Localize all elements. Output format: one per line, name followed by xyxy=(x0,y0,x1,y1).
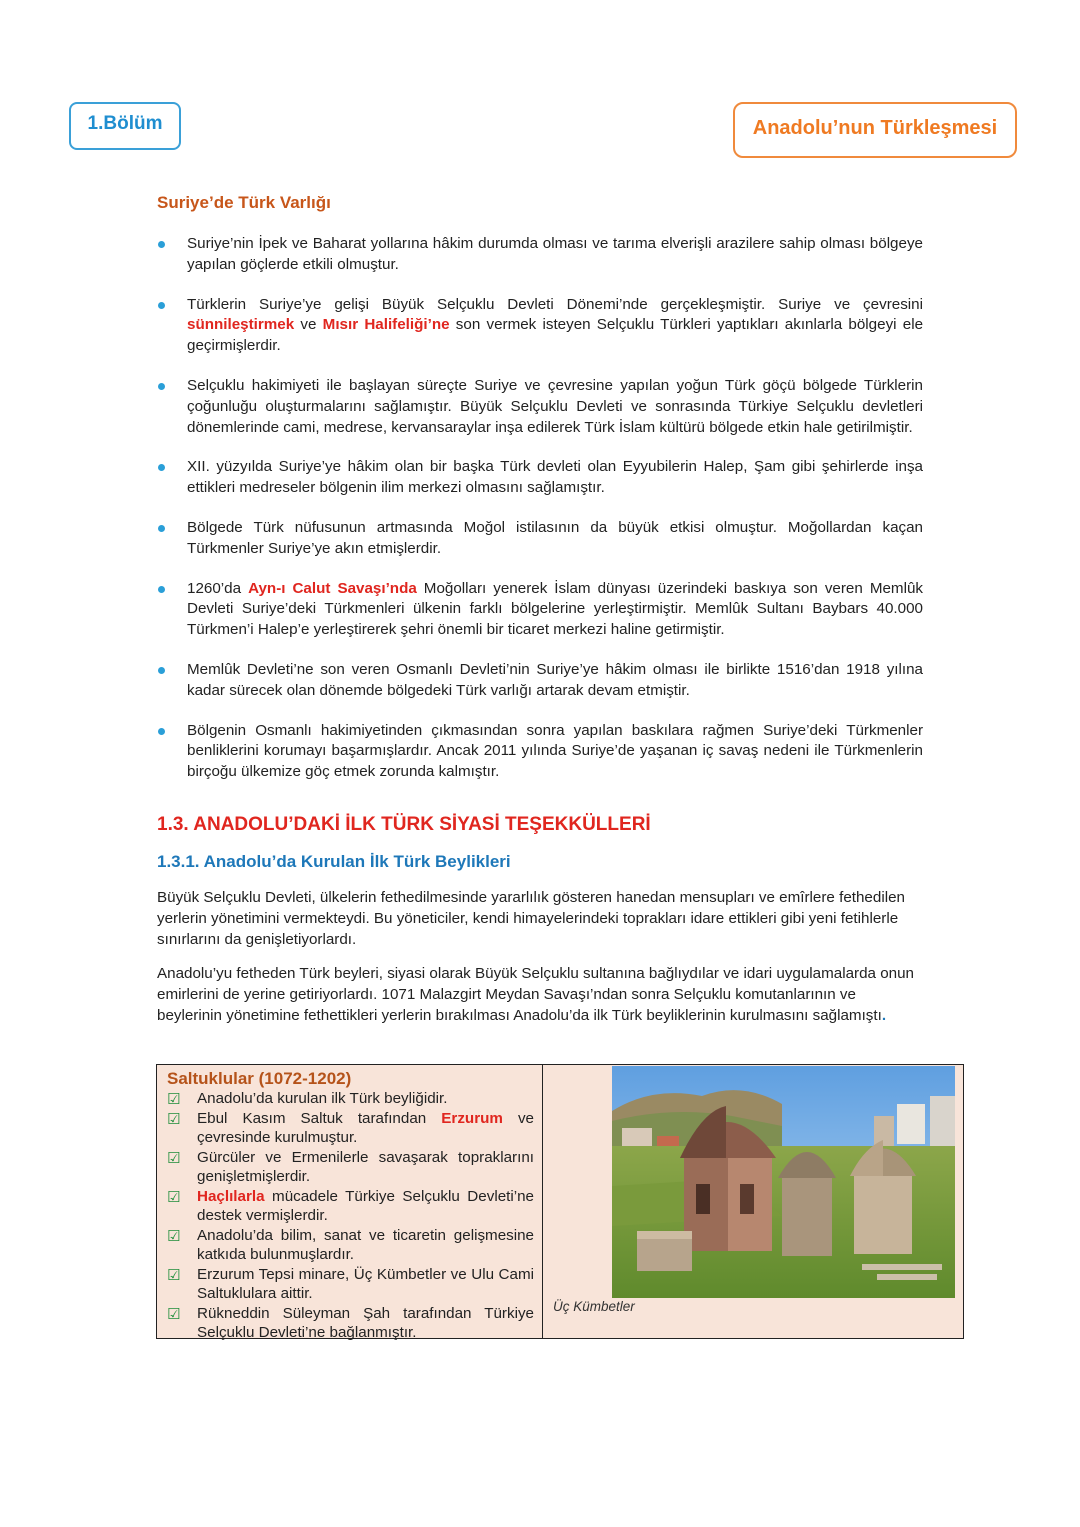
sub-heading: 1.3.1. Anadolu’da Kurulan İlk Türk Beylikleri xyxy=(157,852,511,871)
fact-item: ☑ Erzurum Tepsi minare, Üç Kümbetler ve Ulu Cami Saltuklulara aittir. xyxy=(167,1265,534,1302)
bullet-item: Bölgenin Osmanlı hakimiyetinden çıkmasından sonra yapılan baskılara rağmen Suriye’deki Türkmenler benliklerini korumayı başarmışlardır. Ancak 2011 yılında Suriye’de yaşanan iç savaş nedeni ile Türkmenlerin birçoğu ülkemize göç etmek zorunda kalmıştır. xyxy=(157,721,923,783)
saltuklular-box xyxy=(156,1064,964,1339)
paragraph-2: Anadolu’yu fetheden Türk beyleri, siyasi olarak Büyük Selçuklu sultanına bağlıydılar ve idari uygulamalarda onun emirlerini de yerine getiriyorlardı. 1071 Malazgirt Meydan Savaşı’ndan sonra Selçuklu komutanlarının ve beylerinin yönetimine fethettikleri yerlerin bırakılması Anadolu’da ilk Türk beyliklerinin kurulmasını sağlamıştı. xyxy=(157,965,915,1024)
section-suriye xyxy=(157,193,923,802)
bullet-item: Selçuklu hakimiyeti ile başlayan süreçte Suriye ve çevresine yapılan yoğun Türk göçü bölgede Türklerin çoğunluğu oluşturmalarını sağlamıştır. Büyük Selçuklu Devleti ve sonrasında Türkiye Selçuklu devletleri dönemlerinde cami, medrese, kervansaraylar inşa edilerek Türk İslam kültürü bölgede etkin hale getirilmiştir. xyxy=(157,376,923,438)
uc-kumbetler-photo xyxy=(612,1066,955,1298)
bullet-item: Türklerin Suriye’ye gelişi Büyük Selçuklu Devleti Dönemi’nde gerçekleşmiştir. Suriye ve çevresini sünnileştirmek ve Mısır Halifeliği’ne son vermek isteyen Selçuklu Türkleri yaptıkları akınlarla bölgeyi ele geçirmişlerdir. xyxy=(157,295,923,357)
paragraph-1: Büyük Selçuklu Devleti, ülkelerin fethedilmesinde yararlılık gösteren hanedan mensupları ve emîrlere fethedilen yerlerin yönetimini vermekteydi. Bu yöneticiler, kendi himayelerindeki toprakları idare ettikleri gibi yeni fetihlerle sınırlarını da genişletiyorlardı. xyxy=(157,889,905,948)
fact-list xyxy=(165,1089,534,1343)
saltuklular-facts xyxy=(157,1065,543,1341)
photo-caption: Üç Kümbetler xyxy=(553,1299,635,1314)
main-heading: 1.3. ANADOLU’DAKİ İLK TÜRK SİYASİ TEŞEKKÜLLERİ xyxy=(157,814,651,835)
topic-tag: Anadolu’nun Türkleşmesi xyxy=(733,102,1017,158)
bullet-item: 1260’da Ayn-ı Calut Savaşı’nda Moğolları yenerek İslam dünyası üzerindeki baskıya son veren Memlûk Devleti Suriye’deki Türkmenleri ülkenin farklı bölgelerine yerleştirmiştir. Memlûk Sultanı Baybars 40.000 Türkmen’i Halep’e yerleştirerek şehri önemli bir ticaret merkezi haline getirmiştir. xyxy=(157,579,923,641)
bullet-item: XII. yüzyılda Suriye’ye hâkim olan bir başka Türk devleti olan Eyyubilerin Halep, Şam gibi şehirlerde inşa ettikleri medreseler bölgenin ilim merkezi olmasını sağlamıştır. xyxy=(157,457,923,499)
bullet-item: Suriye’nin İpek ve Baharat yollarına hâkim durumda olması ve tarıma elverişli arazilere sahip olması bölgeye yapılan göçlerde etkili olmuştur. xyxy=(157,234,923,276)
photo-panel xyxy=(543,1065,963,1338)
bullet-item: Bölgede Türk nüfusunun artmasında Moğol istilasının da büyük etkisi olmuştur. Moğollardan kaçan Türkmenler Suriye’ye akın etmişlerdir. xyxy=(157,518,923,560)
checkbox-icon: ☑ xyxy=(167,1304,181,1323)
bullet-list xyxy=(157,234,923,783)
bullet-item: Memlûk Devleti’ne son veren Osmanlı Devleti’nin Suriye’ye hâkim olması ile birlikte 1516’dan 1918 yılına kadar sürecek olan dönemde bölgedeki Türk varlığı artarak devam etmiştir. xyxy=(157,660,923,702)
checkbox-icon: ☑ xyxy=(167,1187,181,1206)
checkbox-icon: ☑ xyxy=(167,1265,181,1284)
section-title: Suriye’de Türk Varlığı xyxy=(157,193,331,212)
fact-item: ☑ Haçlılarla mücadele Türkiye Selçuklu Devleti’ne destek vermişlerdir. xyxy=(167,1187,534,1224)
middle-tomb-shape xyxy=(778,1152,836,1256)
fact-item: ☑ Anadolu’da kurulan ilk Türk beyliğidir. xyxy=(167,1090,448,1108)
checkbox-icon: ☑ xyxy=(167,1226,181,1245)
saltuklular-title: Saltuklular (1072-1202) xyxy=(167,1069,352,1088)
checkbox-icon: ☑ xyxy=(167,1090,181,1108)
fact-item: ☑ Anadolu’da bilim, sanat ve ticaretin gelişmesine katkıda bulunmuşlardır. xyxy=(167,1226,534,1263)
checkbox-icon: ☑ xyxy=(167,1109,181,1128)
chapter-tag: 1.Bölüm xyxy=(69,102,181,150)
tomb-illustration xyxy=(612,1066,955,1298)
fact-item: ☑ Ebul Kasım Saltuk tarafından Erzurum ve çevresinde kurulmuştur. xyxy=(167,1109,534,1146)
checkbox-icon: ☑ xyxy=(167,1148,181,1167)
fact-item: ☑ Rükneddin Süleyman Şah tarafından Türkiye Selçuklu Devleti’ne bağlanmıştır. xyxy=(167,1304,534,1341)
fact-item: ☑ Gürcüler ve Ermenilerle savaşarak topraklarını genişletmişlerdir. xyxy=(167,1148,534,1185)
